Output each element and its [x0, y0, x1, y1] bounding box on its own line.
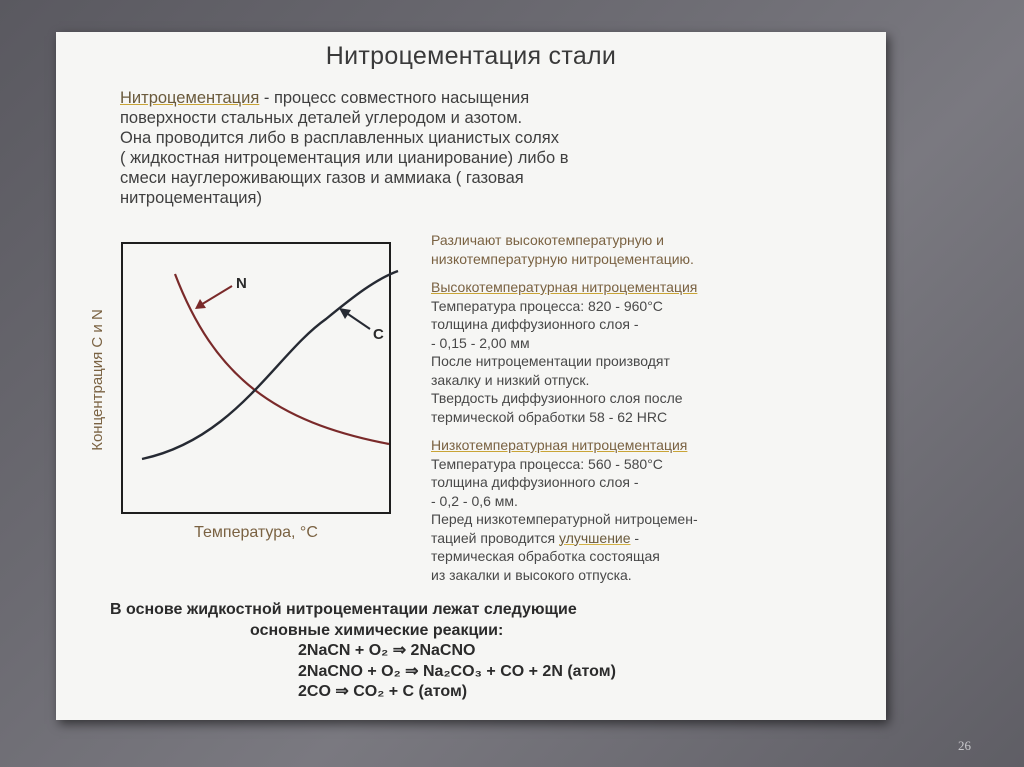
- diagram-y-label: Концентрация C и N: [89, 309, 106, 451]
- low-temp-line-start: тацией проводится: [431, 529, 560, 546]
- curve-n-label: N: [236, 275, 247, 292]
- reaction-1: 2NaCN + O₂ ⇒ 2NaCNO: [298, 642, 476, 659]
- low-temp-line: Перед низкотемпературной нитроцемен-: [431, 511, 698, 527]
- intro-line: поверхности стальных деталей углеродом и азотом.: [120, 109, 523, 127]
- arrow-c-head: [339, 308, 351, 319]
- reaction-3: 2CO ⇒ CO₂ + C (атом): [298, 683, 468, 700]
- concentration-diagram: [86, 234, 426, 574]
- low-temp-line-tail: -: [630, 529, 640, 546]
- high-temp-heading: Высокотемпературная нитроцементация: [431, 279, 698, 295]
- high-temp-line: Температура процесса: 820 - 960°C: [431, 297, 663, 314]
- slide-title: Нитроцементация стали: [325, 42, 617, 70]
- low-temp-line: [431, 529, 886, 548]
- right-column: [431, 231, 886, 584]
- high-temp-line: - 0,15 - 2,00 мм: [431, 334, 530, 351]
- types-intro-line: Различают высокотемпературную и: [431, 232, 664, 248]
- reactions-subheading: основные химические реакции:: [250, 621, 504, 639]
- curve-n: [175, 274, 389, 444]
- intro-paragraph: [120, 88, 800, 208]
- diagram-frame: [122, 243, 390, 513]
- arrow-c-line: [345, 312, 370, 329]
- high-temp-line: термической обработки 58 - 62 HRC: [431, 408, 668, 425]
- intro-line: нитроцементация): [120, 189, 262, 207]
- intro-line: смеси науглероживающих газов и аммиака ( газовая: [120, 169, 524, 187]
- reactions-block: [110, 600, 870, 703]
- low-temp-line: из закалки и высокого отпуска.: [431, 566, 632, 583]
- arrow-n-head: [195, 299, 206, 309]
- high-temp-line: Твердость диффузионного слоя после: [431, 390, 683, 406]
- intro-line: ( жидкостная нитроцементация или цианирование) либо в: [120, 149, 569, 167]
- high-temp-line: После нитроцементации производят: [431, 353, 670, 369]
- curve-c: [142, 271, 398, 459]
- intro-term: Нитроцементация: [120, 89, 260, 107]
- curve-c-label: C: [373, 326, 384, 343]
- low-temp-line: толщина диффузионного слоя -: [431, 474, 639, 490]
- intro-line: - процесс совместного насыщения: [259, 89, 530, 107]
- low-temp-line: - 0,2 - 0,6 мм.: [431, 492, 518, 509]
- low-temp-line: термическая обработка состоящая: [431, 548, 660, 564]
- page-number: 26: [958, 738, 971, 753]
- reaction-2: 2NaCNO + O₂ ⇒ Na₂CO₃ + CO + 2N (атом): [298, 662, 616, 680]
- intro-line: Она проводится либо в расплавленных цианистых солях: [120, 129, 559, 147]
- low-temp-heading: Низкотемпературная нитроцементация: [431, 437, 688, 453]
- types-intro-line: низкотемпературную нитроцементацию.: [431, 250, 694, 267]
- high-temp-line: толщина диффузионного слоя -: [431, 316, 639, 332]
- reactions-heading: В основе жидкостной нитроцементации лежат следующие: [110, 601, 577, 618]
- diagram-x-label: Температура, °C: [194, 524, 318, 541]
- high-temp-line: закалку и низкий отпуск.: [431, 371, 590, 388]
- improvement-term: улучшение: [559, 529, 631, 546]
- low-temp-line: Температура процесса: 560 - 580°C: [431, 455, 663, 472]
- arrow-n-line: [199, 286, 232, 306]
- slide: [56, 32, 886, 720]
